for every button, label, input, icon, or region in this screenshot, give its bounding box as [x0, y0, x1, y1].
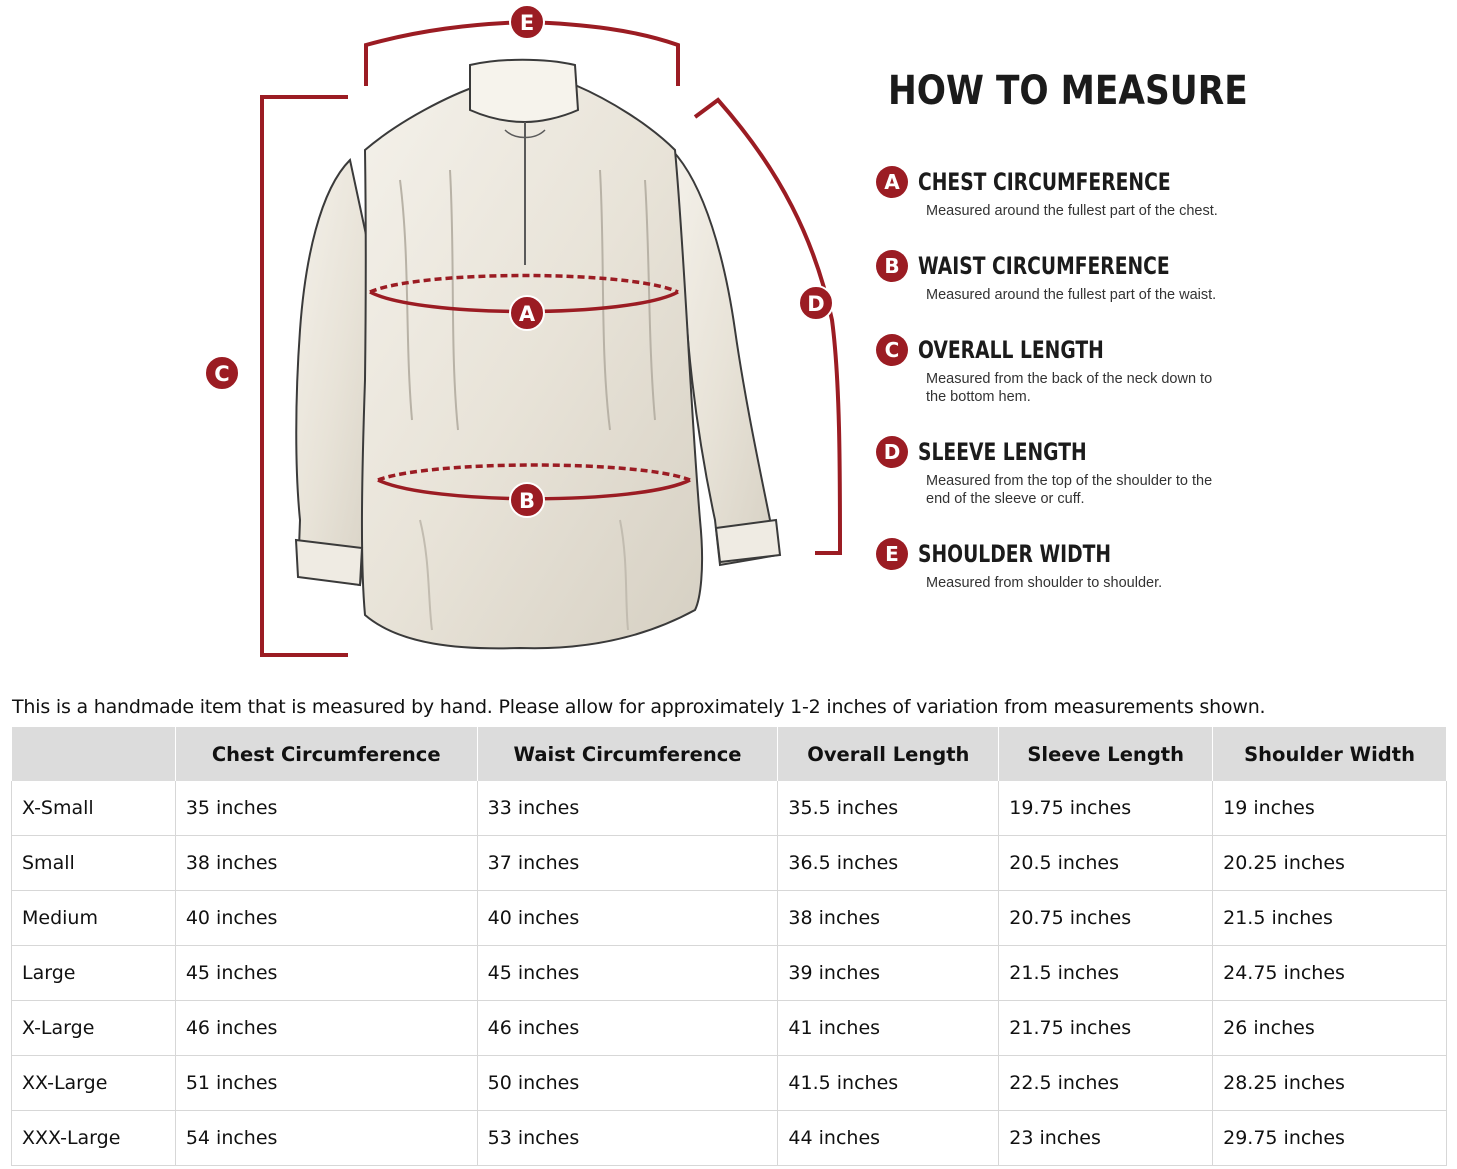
table-row — [12, 891, 1447, 946]
cell-chest: 51 inches — [175, 1056, 477, 1111]
table-row — [12, 1111, 1447, 1166]
cell-chest: 40 inches — [175, 891, 477, 946]
cell-length: 44 inches — [778, 1111, 999, 1166]
size-chart-table — [11, 727, 1447, 1166]
measure-name-length: OVERALL LENGTH — [918, 336, 1104, 364]
cell-shoulder: 21.5 inches — [1213, 891, 1447, 946]
cell-waist: 50 inches — [477, 1056, 778, 1111]
cell-chest: 35 inches — [175, 781, 477, 836]
table-row — [12, 1056, 1447, 1111]
cell-sleeve: 21.5 inches — [999, 946, 1213, 1001]
svg-text:C: C — [214, 362, 230, 386]
cell-size: XX-Large — [12, 1056, 176, 1111]
svg-text:A: A — [518, 302, 536, 326]
marker-d — [799, 286, 833, 320]
variation-note: This is a handmade item that is measured by hand. Please allow for approximately 1-2 inches of variation from measurements shown. — [12, 696, 1266, 718]
header-chest: Chest Circumference — [175, 727, 477, 781]
header-sleeve: Sleeve Length — [999, 727, 1213, 781]
measure-desc-shoulder: Measured from shoulder to shoulder. — [926, 575, 1163, 591]
badge-e: E — [876, 538, 908, 570]
cell-sleeve: 22.5 inches — [999, 1056, 1213, 1111]
measure-name-waist: WAIST CIRCUMFERENCE — [918, 252, 1170, 280]
cell-length: 41 inches — [778, 1001, 999, 1056]
cell-size: X-Small — [12, 781, 176, 836]
svg-text:E: E — [519, 11, 535, 35]
cell-sleeve: 21.75 inches — [999, 1001, 1213, 1056]
badge-c: C — [876, 334, 908, 366]
measure-item-waist — [876, 248, 1436, 304]
measure-item-sleeve — [876, 434, 1436, 508]
cell-chest: 46 inches — [175, 1001, 477, 1056]
cell-shoulder: 29.75 inches — [1213, 1111, 1447, 1166]
cell-waist: 45 inches — [477, 946, 778, 1001]
cell-chest: 54 inches — [175, 1111, 477, 1166]
header-waist: Waist Circumference — [477, 727, 778, 781]
cell-waist: 40 inches — [477, 891, 778, 946]
cell-size: Large — [12, 946, 176, 1001]
cell-shoulder: 24.75 inches — [1213, 946, 1447, 1001]
table-header-row — [12, 727, 1447, 781]
measure-desc-chest: Measured around the fullest part of the chest. — [926, 203, 1218, 219]
header-size — [12, 727, 176, 781]
cell-chest: 38 inches — [175, 836, 477, 891]
cell-length: 36.5 inches — [778, 836, 999, 891]
cell-length: 41.5 inches — [778, 1056, 999, 1111]
measure-name-sleeve: SLEEVE LENGTH — [918, 438, 1087, 466]
table-row — [12, 946, 1447, 1001]
guide-title: HOW TO MEASURE — [888, 68, 1248, 114]
cell-sleeve: 20.5 inches — [999, 836, 1213, 891]
marker-b — [510, 483, 544, 517]
cell-waist: 37 inches — [477, 836, 778, 891]
header-shoulder: Shoulder Width — [1213, 727, 1447, 781]
cell-sleeve: 23 inches — [999, 1111, 1213, 1166]
table-row — [12, 1001, 1447, 1056]
how-to-measure-guide — [876, 60, 1436, 592]
cell-length: 35.5 inches — [778, 781, 999, 836]
svg-text:D: D — [807, 292, 825, 316]
measure-item-chest — [876, 164, 1436, 220]
measure-name-shoulder: SHOULDER WIDTH — [918, 540, 1112, 568]
measure-item-shoulder — [876, 536, 1436, 592]
measure-item-length — [876, 332, 1436, 406]
cell-shoulder: 28.25 inches — [1213, 1056, 1447, 1111]
shirt-drawing — [296, 60, 780, 649]
cell-size: XXX-Large — [12, 1111, 176, 1166]
cell-shoulder: 19 inches — [1213, 781, 1447, 836]
marker-e — [510, 5, 544, 39]
measure-desc-length: Measured from the back of the neck down to the bottom hem. — [926, 371, 1213, 405]
cell-waist: 53 inches — [477, 1111, 778, 1166]
badge-b: B — [876, 250, 908, 282]
cell-length: 38 inches — [778, 891, 999, 946]
marker-a — [510, 296, 544, 330]
shirt-measurement-illustration — [0, 0, 860, 680]
table-row — [12, 836, 1447, 891]
cell-sleeve: 19.75 inches — [999, 781, 1213, 836]
cell-size: X-Large — [12, 1001, 176, 1056]
cell-length: 39 inches — [778, 946, 999, 1001]
cell-waist: 33 inches — [477, 781, 778, 836]
badge-d: D — [876, 436, 908, 468]
measure-desc-sleeve: Measured from the top of the shoulder to the end of the sleeve or cuff. — [926, 473, 1213, 507]
cell-chest: 45 inches — [175, 946, 477, 1001]
badge-a: A — [876, 166, 908, 198]
cell-size: Small — [12, 836, 176, 891]
svg-text:B: B — [518, 489, 536, 513]
header-length: Overall Length — [778, 727, 999, 781]
cell-shoulder: 26 inches — [1213, 1001, 1447, 1056]
cell-shoulder: 20.25 inches — [1213, 836, 1447, 891]
measure-name-chest: CHEST CIRCUMFERENCE — [918, 168, 1171, 196]
marker-c — [205, 356, 239, 390]
cell-sleeve: 20.75 inches — [999, 891, 1213, 946]
measure-desc-waist: Measured around the fullest part of the waist. — [926, 287, 1217, 303]
cell-waist: 46 inches — [477, 1001, 778, 1056]
table-row — [12, 781, 1447, 836]
cell-size: Medium — [12, 891, 176, 946]
